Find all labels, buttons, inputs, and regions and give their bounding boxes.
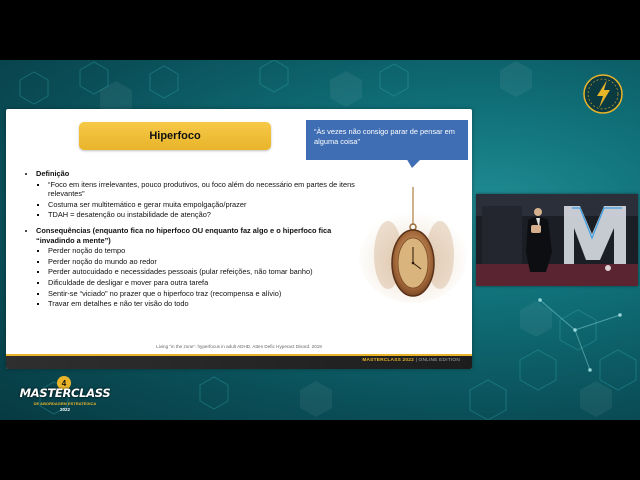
masterclass-badge-icon (583, 74, 623, 114)
list-item: ▪ “Foco em itens irrelevantes, pouco produtivos, ou foco além do necessário em partes de itens relevantes” (48, 180, 366, 199)
list-item: ▪ Perder noção do tempo (48, 246, 366, 256)
presentation-slide (6, 109, 472, 369)
section-consequences (36, 226, 366, 309)
footer-edition: ONLINE EDITION (418, 358, 460, 363)
section-heading: Consequências (enquanto fica no hiperfoco OU enquanto faz algo e o hiperfoco fica “invadindo a mente”) (36, 225, 332, 245)
brand-year: 2022 (59, 407, 70, 412)
slide-title: Hiperfoco (79, 122, 271, 150)
brand-title: MASTERCLASS (19, 386, 111, 400)
quote-bubble: “Às vezes não consigo parar de pensar em alguma coisa” (306, 120, 468, 160)
footer-accent-line (6, 354, 472, 356)
footer-separator: | (414, 358, 419, 363)
section-heading: Definição (36, 169, 70, 178)
list-item: ▪ TDAH = desatenção ou instabilidade de atenção? (48, 210, 366, 220)
brand-subtitle: DE ABORDAGEM ESTRATÉGICA (33, 401, 97, 406)
citation: Living “in the zone”: hyperfocus in adult ADHD. Atten Defic Hyperact Disord. 2019 (156, 344, 322, 349)
list-item: ▪ Costuma ser multitemático e gerar muita empolgação/prazer (48, 200, 366, 210)
section-definition (36, 169, 366, 220)
footer-main: MASTERCLASS 2022 (362, 358, 415, 363)
list-item: ▪ Perder noção do mundo ao redor (48, 257, 366, 267)
masterclass-logo (10, 378, 120, 420)
section-list (26, 169, 366, 309)
speaker-webcam (476, 194, 638, 286)
pocket-watch-image (358, 187, 468, 309)
footer-text (362, 358, 460, 363)
slide-content (26, 169, 366, 315)
list-item: ▪ Dificuldade de desligar e mover para outra tarefa (48, 278, 366, 288)
list-item: ▪ Perder autocuidado e necessidades pessoais (pular refeições, não tomar banho) (48, 267, 366, 277)
slide-footer (6, 354, 472, 369)
presentation-stage (0, 60, 640, 420)
quote-bubble-tail (406, 158, 422, 168)
list-item: ▪ Travar em detalhes e não ter visão do todo (48, 299, 366, 309)
list-item: ▪ Sentir-se “viciado” no prazer que o hiperfoco traz (recompensa e alívio) (48, 289, 366, 299)
brand-number: 4 (57, 376, 71, 390)
speaker-video-frame (476, 194, 638, 286)
